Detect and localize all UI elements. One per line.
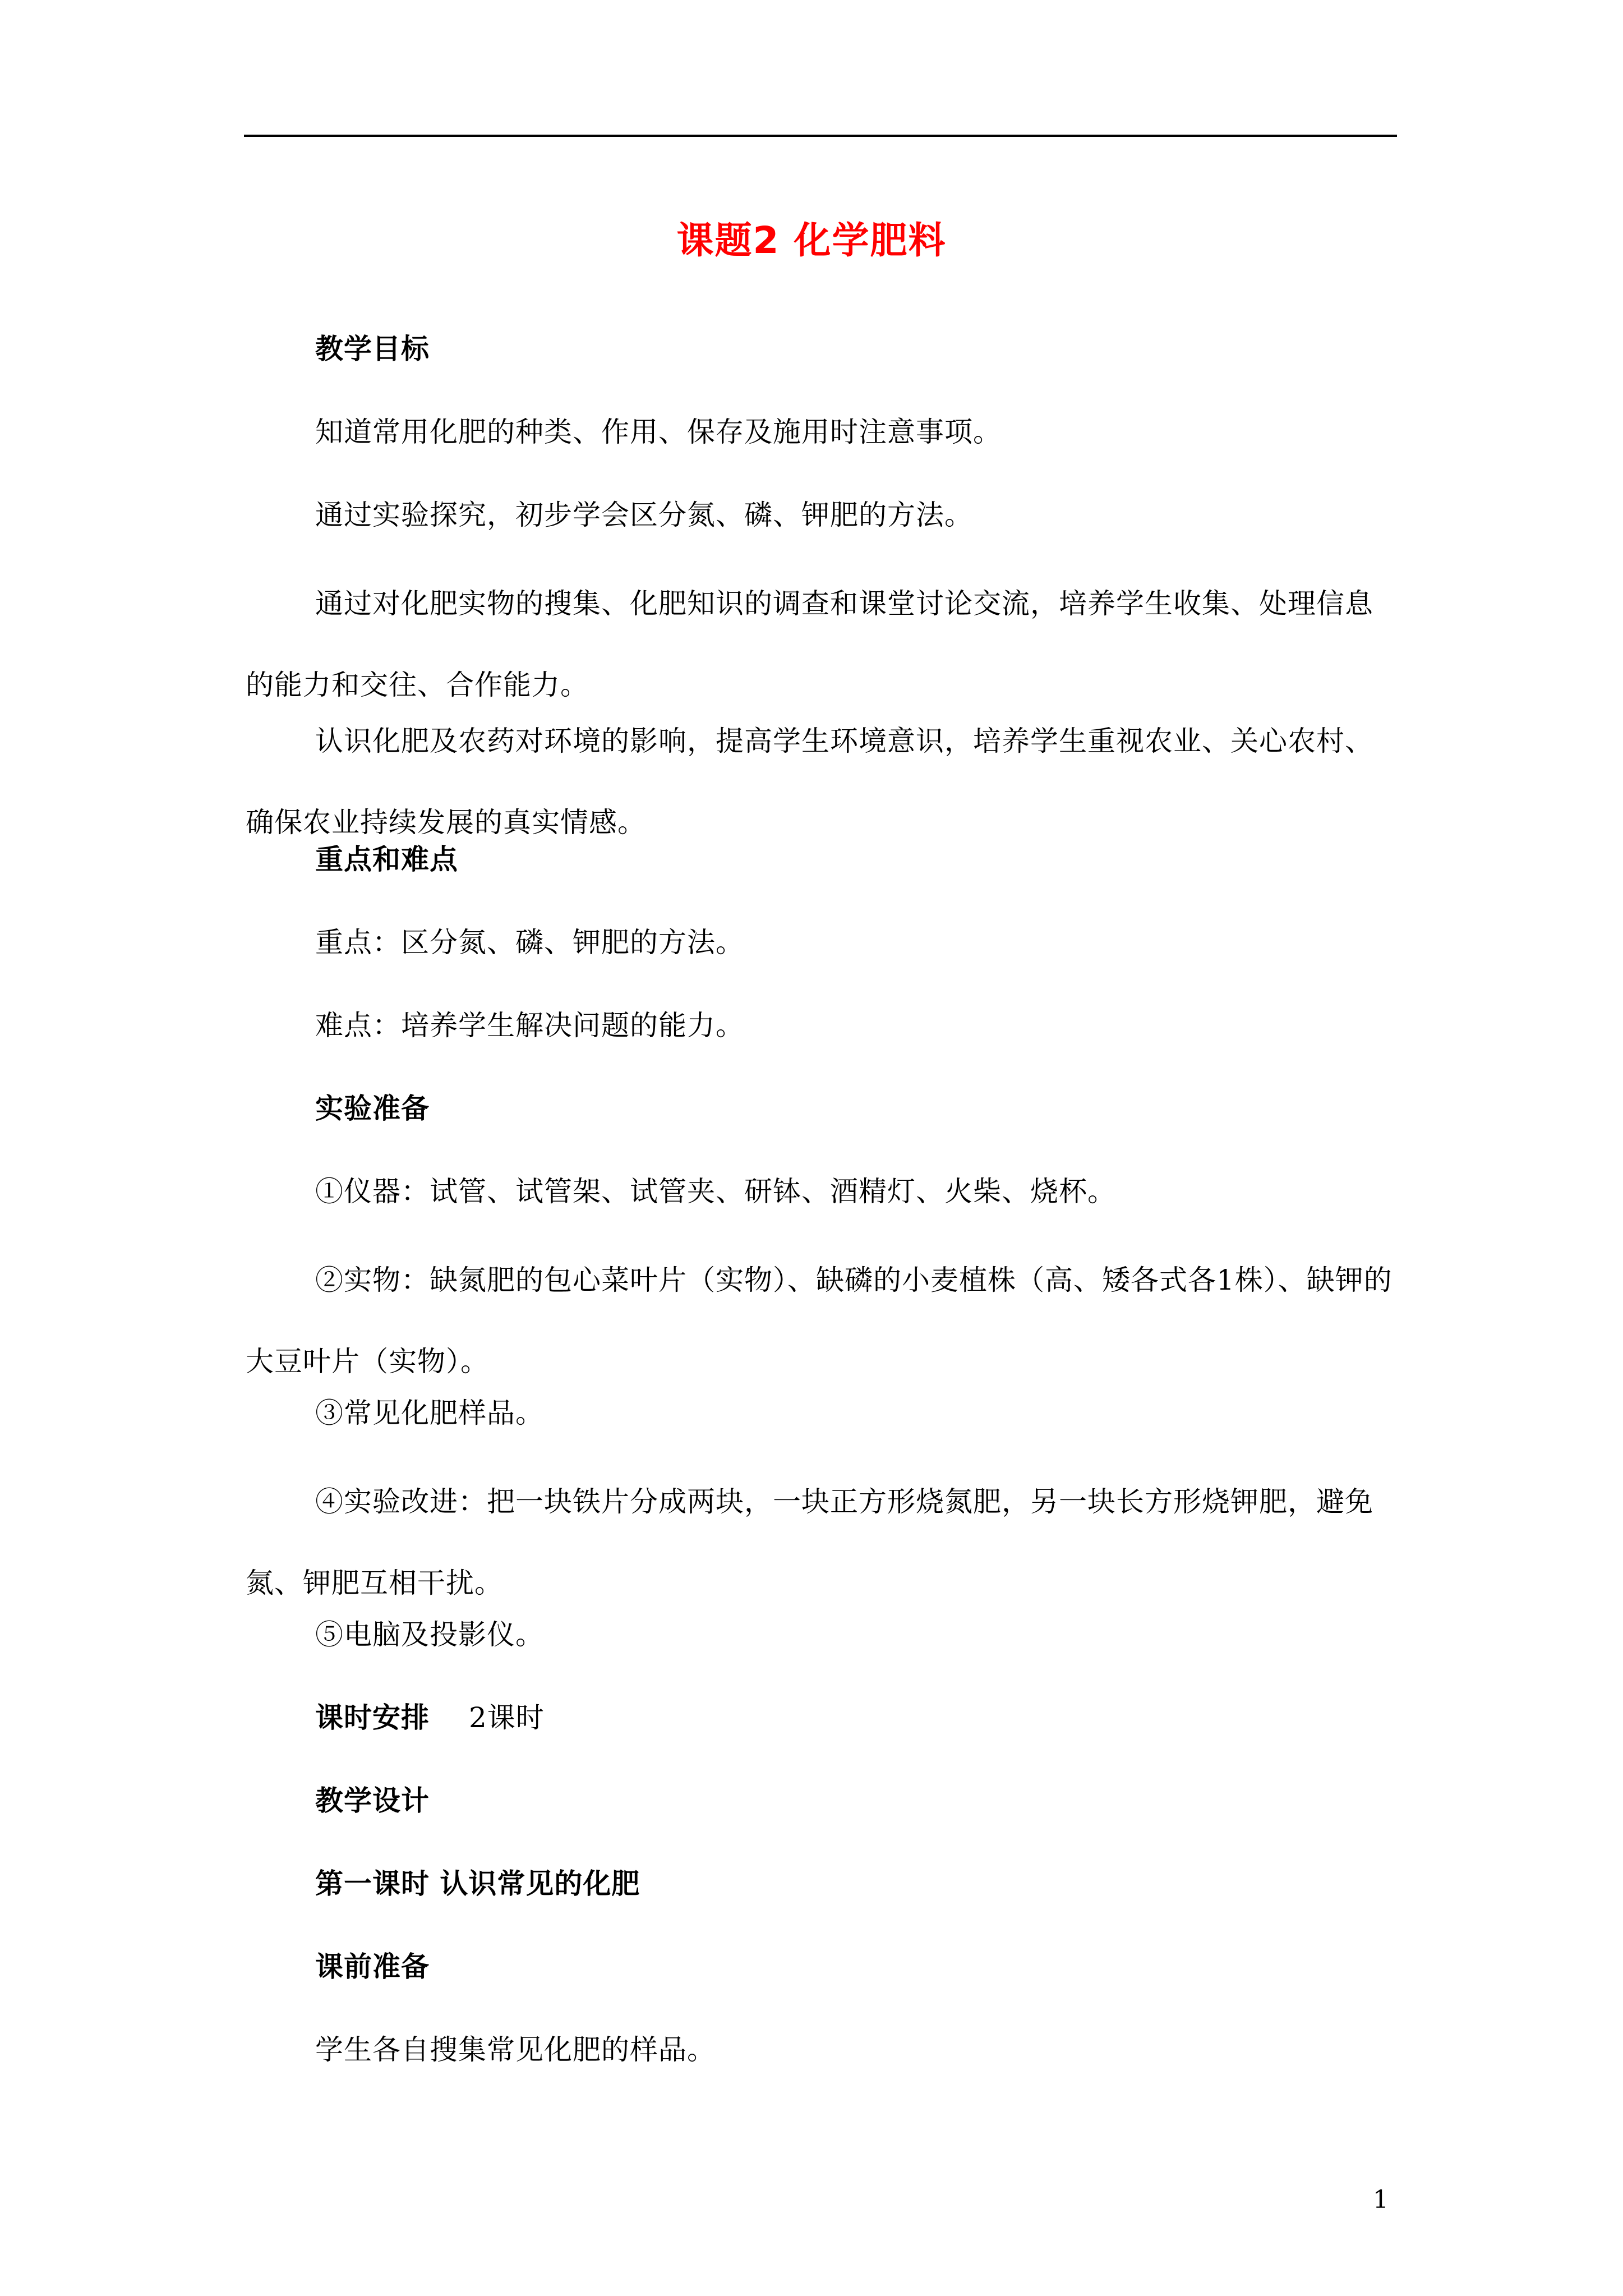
prep-item-1: ①仪器：试管、试管架、试管夹、研钵、酒精灯、火柴、烧杯。 <box>315 1175 1116 1208</box>
objectives-heading: 教学目标 <box>315 333 430 365</box>
design-heading: 教学设计 <box>315 1784 430 1817</box>
prep-item-2: ②实物：缺氮肥的包心菜叶片（实物）、缺磷的小麦植株（高、矮各式各1株）、缺钾的大豆叶片（实物）。 <box>246 1264 1393 1378</box>
schedule-label: 课时安排 <box>315 1701 430 1734</box>
pre-class-text: 学生各自搜集常见化肥的样品。 <box>315 2033 716 2066</box>
objective-3: 通过对化肥实物的搜集、化肥知识的调查和课堂讨论交流，培养学生收集、处理信息的能力和交往、合作能力。 <box>246 587 1373 701</box>
pre-class-heading: 课前准备 <box>315 1950 430 1983</box>
document-title: 课题2 化学肥料 <box>676 219 947 262</box>
header-rule <box>244 135 1397 137</box>
page-number: 1 <box>1373 2185 1389 2214</box>
objective-1: 知道常用化肥的种类、作用、保存及施用时注意事项。 <box>315 416 1002 448</box>
key-point: 重点：区分氮、磷、钾肥的方法。 <box>315 926 744 959</box>
prep-item-5: ⑤电脑及投影仪。 <box>315 1618 544 1651</box>
key-points-heading: 重点和难点 <box>315 843 458 876</box>
schedule-value: 2课时 <box>469 1701 545 1734</box>
difficulty: 难点：培养学生解决问题的能力。 <box>315 1009 744 1042</box>
prep-item-4: ④实验改进：把一块铁片分成两块，一块正方形烧氮肥，另一块长方形烧钾肥，避免氮、钾肥互相干扰。 <box>246 1485 1373 1599</box>
schedule-row <box>315 1700 545 1736</box>
objective-2: 通过实验探究，初步学会区分氮、磷、钾肥的方法。 <box>315 499 973 531</box>
preparation-heading: 实验准备 <box>315 1092 430 1125</box>
prep-item-3: ③常见化肥样品。 <box>315 1397 544 1429</box>
objective-4: 认识化肥及农药对环境的影响，提高学生环境意识，培养学生重视农业、关心农村、确保农业持续发展的真实情感。 <box>246 725 1373 839</box>
lesson-1-heading: 第一课时 认识常见的化肥 <box>315 1867 640 1900</box>
